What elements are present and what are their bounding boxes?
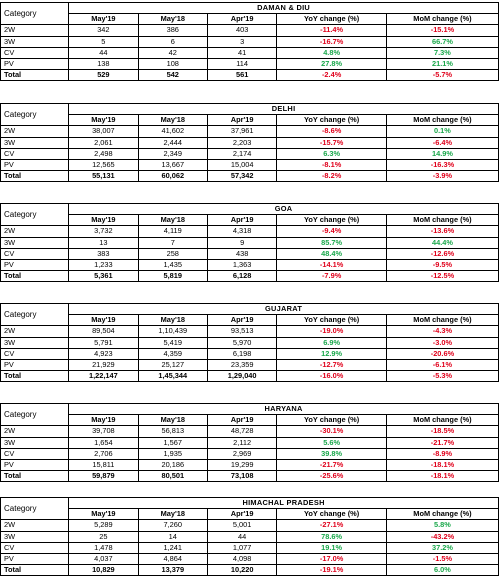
cell-mom: -4.3%: [386, 326, 498, 337]
table-row: [1, 25, 499, 36]
table-row: [1, 459, 499, 470]
cell-mom: 66.7%: [386, 36, 498, 47]
cell-yoy: -9.4%: [277, 226, 387, 237]
total-row: [1, 271, 499, 282]
category-label: CV: [1, 348, 69, 359]
cell-mom: -6.1%: [386, 359, 498, 370]
cell-apr19: 5,970: [207, 337, 276, 348]
cell-yoy: -11.4%: [277, 25, 387, 36]
state-table: [0, 2, 499, 81]
cell-may18: 13,379: [138, 565, 207, 576]
category-label: Total: [1, 371, 69, 382]
cell-yoy: 5.6%: [277, 437, 387, 448]
column-header-may19: May'19: [69, 509, 138, 520]
cell-may19: 12,565: [69, 159, 138, 170]
column-header-mom: MoM change (%): [386, 215, 498, 226]
cell-mom: -13.6%: [386, 226, 498, 237]
cell-may18: 4,359: [138, 348, 207, 359]
cell-mom: -20.6%: [386, 348, 498, 359]
column-header-row: [1, 315, 499, 326]
category-label: Total: [1, 471, 69, 482]
category-label: 2W: [1, 126, 69, 137]
column-header-yoy: YoY change (%): [277, 315, 387, 326]
category-header: Category: [1, 204, 69, 226]
cell-mom: 14.9%: [386, 148, 498, 159]
category-label: CV: [1, 47, 69, 58]
category-label: CV: [1, 448, 69, 459]
column-header-apr19: Apr'19: [207, 415, 276, 426]
column-header-may18: May'18: [138, 315, 207, 326]
column-header-apr19: Apr'19: [207, 115, 276, 126]
cell-may18: 1,435: [138, 259, 207, 270]
state-block: [0, 2, 500, 81]
cell-mom: 5.8%: [386, 520, 498, 531]
cell-may19: 10,829: [69, 565, 138, 576]
cell-may19: 59,879: [69, 471, 138, 482]
table-row: [1, 159, 499, 170]
column-header-mom: MoM change (%): [386, 315, 498, 326]
cell-may18: 2,444: [138, 137, 207, 148]
state-name: GUJARAT: [69, 304, 499, 315]
state-title-row: [1, 104, 499, 115]
state-table: [0, 403, 499, 482]
table-row: [1, 326, 499, 337]
cell-may18: 542: [138, 70, 207, 81]
column-header-yoy: YoY change (%): [277, 115, 387, 126]
cell-mom: 21.1%: [386, 58, 498, 69]
table-row: [1, 248, 499, 259]
category-header: Category: [1, 304, 69, 326]
cell-may19: 39,708: [69, 426, 138, 437]
cell-mom: 7.3%: [386, 47, 498, 58]
cell-may18: 20,186: [138, 459, 207, 470]
column-header-mom: MoM change (%): [386, 115, 498, 126]
column-header-may19: May'19: [69, 415, 138, 426]
column-header-mom: MoM change (%): [386, 14, 498, 25]
cell-mom: -12.6%: [386, 248, 498, 259]
cell-mom: 0.1%: [386, 126, 498, 137]
cell-may19: 529: [69, 70, 138, 81]
cell-apr19: 561: [207, 70, 276, 81]
table-row: [1, 531, 499, 542]
cell-yoy: 19.1%: [277, 542, 387, 553]
cell-apr19: 1,29,040: [207, 371, 276, 382]
total-row: [1, 371, 499, 382]
column-header-row: [1, 14, 499, 25]
table-row: [1, 36, 499, 47]
cell-apr19: 3: [207, 36, 276, 47]
cell-apr19: 41: [207, 47, 276, 58]
column-header-row: [1, 115, 499, 126]
cell-may19: 342: [69, 25, 138, 36]
cell-yoy: -27.1%: [277, 520, 387, 531]
cell-apr19: 6,198: [207, 348, 276, 359]
state-block: [0, 303, 500, 382]
cell-may18: 1,935: [138, 448, 207, 459]
state-name: GOA: [69, 204, 499, 215]
state-table: [0, 203, 499, 282]
cell-yoy: 78.6%: [277, 531, 387, 542]
total-row: [1, 471, 499, 482]
cell-mom: -9.5%: [386, 259, 498, 270]
cell-may19: 15,811: [69, 459, 138, 470]
category-label: PV: [1, 553, 69, 564]
column-header-row: [1, 509, 499, 520]
cell-mom: -16.3%: [386, 159, 498, 170]
column-header-row: [1, 415, 499, 426]
cell-apr19: 73,108: [207, 471, 276, 482]
cell-may18: 1,10,439: [138, 326, 207, 337]
cell-may19: 2,061: [69, 137, 138, 148]
cell-may19: 1,22,147: [69, 371, 138, 382]
cell-apr19: 2,203: [207, 137, 276, 148]
category-label: 2W: [1, 426, 69, 437]
cell-may19: 55,131: [69, 171, 138, 182]
column-header-yoy: YoY change (%): [277, 215, 387, 226]
cell-mom: -5.7%: [386, 70, 498, 81]
cell-yoy: -19.0%: [277, 326, 387, 337]
category-label: CV: [1, 148, 69, 159]
cell-yoy: -8.1%: [277, 159, 387, 170]
category-label: PV: [1, 58, 69, 69]
cell-mom: -3.0%: [386, 337, 498, 348]
column-header-may18: May'18: [138, 14, 207, 25]
column-header-may19: May'19: [69, 115, 138, 126]
cell-apr19: 4,098: [207, 553, 276, 564]
cell-apr19: 5,001: [207, 520, 276, 531]
cell-apr19: 2,174: [207, 148, 276, 159]
cell-apr19: 9: [207, 237, 276, 248]
total-row: [1, 70, 499, 81]
category-label: 2W: [1, 520, 69, 531]
table-row: [1, 126, 499, 137]
cell-apr19: 19,299: [207, 459, 276, 470]
cell-may19: 5,361: [69, 271, 138, 282]
cell-may19: 89,504: [69, 326, 138, 337]
cell-may18: 42: [138, 47, 207, 58]
column-header-may19: May'19: [69, 14, 138, 25]
cell-may18: 108: [138, 58, 207, 69]
column-header-yoy: YoY change (%): [277, 14, 387, 25]
cell-yoy: -8.2%: [277, 171, 387, 182]
cell-yoy: 39.8%: [277, 448, 387, 459]
category-label: 3W: [1, 437, 69, 448]
cell-may19: 1,478: [69, 542, 138, 553]
cell-mom: -18.1%: [386, 459, 498, 470]
table-row: [1, 542, 499, 553]
column-header-may19: May'19: [69, 315, 138, 326]
category-header: Category: [1, 104, 69, 126]
category-label: PV: [1, 459, 69, 470]
table-row: [1, 259, 499, 270]
cell-may19: 44: [69, 47, 138, 58]
cell-may19: 5: [69, 36, 138, 47]
cell-yoy: 85.7%: [277, 237, 387, 248]
cell-may19: 2,498: [69, 148, 138, 159]
cell-apr19: 2,969: [207, 448, 276, 459]
category-label: Total: [1, 565, 69, 576]
table-row: [1, 58, 499, 69]
column-header-may18: May'18: [138, 415, 207, 426]
cell-mom: -15.1%: [386, 25, 498, 36]
cell-may19: 4,037: [69, 553, 138, 564]
table-row: [1, 437, 499, 448]
cell-may18: 13,667: [138, 159, 207, 170]
cell-apr19: 1,363: [207, 259, 276, 270]
category-label: PV: [1, 159, 69, 170]
column-header-apr19: Apr'19: [207, 215, 276, 226]
cell-mom: -6.4%: [386, 137, 498, 148]
column-header-may19: May'19: [69, 215, 138, 226]
cell-may19: 13: [69, 237, 138, 248]
category-label: 2W: [1, 25, 69, 36]
cell-yoy: 12.9%: [277, 348, 387, 359]
state-title-row: [1, 404, 499, 415]
cell-may18: 6: [138, 36, 207, 47]
cell-may19: 25: [69, 531, 138, 542]
cell-may19: 5,791: [69, 337, 138, 348]
cell-may18: 5,419: [138, 337, 207, 348]
cell-may19: 1,654: [69, 437, 138, 448]
cell-may19: 383: [69, 248, 138, 259]
table-row: [1, 553, 499, 564]
cell-mom: -43.2%: [386, 531, 498, 542]
state-block: [0, 497, 500, 576]
category-label: 3W: [1, 337, 69, 348]
category-label: CV: [1, 248, 69, 259]
table-row: [1, 137, 499, 148]
cell-yoy: -7.9%: [277, 271, 387, 282]
column-header-may18: May'18: [138, 509, 207, 520]
cell-may19: 5,289: [69, 520, 138, 531]
cell-yoy: 48.4%: [277, 248, 387, 259]
cell-yoy: 6.9%: [277, 337, 387, 348]
cell-may18: 7,260: [138, 520, 207, 531]
cell-mom: -1.5%: [386, 553, 498, 564]
table-row: [1, 426, 499, 437]
cell-may18: 4,119: [138, 226, 207, 237]
total-row: [1, 565, 499, 576]
cell-may19: 4,923: [69, 348, 138, 359]
category-label: 3W: [1, 237, 69, 248]
cell-may18: 258: [138, 248, 207, 259]
cell-may18: 4,864: [138, 553, 207, 564]
state-table: [0, 103, 499, 182]
cell-yoy: 6.3%: [277, 148, 387, 159]
category-label: 2W: [1, 226, 69, 237]
cell-yoy: -21.7%: [277, 459, 387, 470]
column-header-yoy: YoY change (%): [277, 509, 387, 520]
cell-may18: 1,567: [138, 437, 207, 448]
cell-mom: -3.9%: [386, 171, 498, 182]
total-row: [1, 171, 499, 182]
state-name: DELHI: [69, 104, 499, 115]
cell-may19: 38,007: [69, 126, 138, 137]
cell-mom: -18.5%: [386, 426, 498, 437]
cell-apr19: 4,318: [207, 226, 276, 237]
cell-yoy: -12.7%: [277, 359, 387, 370]
table-row: [1, 47, 499, 58]
state-title-row: [1, 498, 499, 509]
cell-may18: 1,45,344: [138, 371, 207, 382]
cell-apr19: 1,077: [207, 542, 276, 553]
table-row: [1, 520, 499, 531]
cell-apr19: 438: [207, 248, 276, 259]
table-row: [1, 348, 499, 359]
cell-mom: 6.0%: [386, 565, 498, 576]
cell-may18: 56,813: [138, 426, 207, 437]
cell-apr19: 2,112: [207, 437, 276, 448]
category-label: 2W: [1, 326, 69, 337]
state-name: DAMAN & DIU: [69, 3, 499, 14]
cell-may19: 138: [69, 58, 138, 69]
cell-may19: 21,929: [69, 359, 138, 370]
state-title-row: [1, 304, 499, 315]
table-row: [1, 226, 499, 237]
cell-yoy: -25.6%: [277, 471, 387, 482]
category-header: Category: [1, 498, 69, 520]
cell-mom: -18.1%: [386, 471, 498, 482]
column-header-may18: May'18: [138, 215, 207, 226]
cell-may18: 14: [138, 531, 207, 542]
state-table: [0, 303, 499, 382]
category-label: Total: [1, 70, 69, 81]
category-label: PV: [1, 359, 69, 370]
cell-apr19: 15,004: [207, 159, 276, 170]
cell-apr19: 403: [207, 25, 276, 36]
column-header-apr19: Apr'19: [207, 14, 276, 25]
state-block: [0, 103, 500, 182]
cell-apr19: 44: [207, 531, 276, 542]
cell-may18: 2,349: [138, 148, 207, 159]
cell-yoy: -30.1%: [277, 426, 387, 437]
table-row: [1, 237, 499, 248]
cell-apr19: 37,961: [207, 126, 276, 137]
cell-may18: 7: [138, 237, 207, 248]
column-header-mom: MoM change (%): [386, 415, 498, 426]
cell-yoy: -2.4%: [277, 70, 387, 81]
column-header-apr19: Apr'19: [207, 315, 276, 326]
category-label: 3W: [1, 531, 69, 542]
table-row: [1, 148, 499, 159]
category-label: 3W: [1, 36, 69, 47]
state-title-row: [1, 204, 499, 215]
cell-apr19: 6,128: [207, 271, 276, 282]
table-row: [1, 359, 499, 370]
cell-yoy: -19.1%: [277, 565, 387, 576]
column-header-row: [1, 215, 499, 226]
cell-apr19: 10,220: [207, 565, 276, 576]
category-label: Total: [1, 271, 69, 282]
category-header: Category: [1, 3, 69, 25]
cell-may19: 2,706: [69, 448, 138, 459]
cell-may19: 1,233: [69, 259, 138, 270]
cell-mom: 44.4%: [386, 237, 498, 248]
cell-may18: 41,602: [138, 126, 207, 137]
category-header: Category: [1, 404, 69, 426]
category-label: CV: [1, 542, 69, 553]
cell-yoy: 4.8%: [277, 47, 387, 58]
cell-mom: -12.5%: [386, 271, 498, 282]
cell-may18: 25,127: [138, 359, 207, 370]
cell-may18: 60,062: [138, 171, 207, 182]
state-block: [0, 403, 500, 482]
cell-apr19: 23,359: [207, 359, 276, 370]
cell-yoy: -16.0%: [277, 371, 387, 382]
cell-apr19: 114: [207, 58, 276, 69]
cell-mom: -5.3%: [386, 371, 498, 382]
cell-yoy: -16.7%: [277, 36, 387, 47]
cell-may19: 3,732: [69, 226, 138, 237]
category-label: PV: [1, 259, 69, 270]
cell-apr19: 57,342: [207, 171, 276, 182]
cell-may18: 1,241: [138, 542, 207, 553]
state-block: [0, 203, 500, 282]
cell-yoy: -17.0%: [277, 553, 387, 564]
column-header-apr19: Apr'19: [207, 509, 276, 520]
cell-apr19: 93,513: [207, 326, 276, 337]
column-header-may18: May'18: [138, 115, 207, 126]
state-name: HARYANA: [69, 404, 499, 415]
cell-yoy: -15.7%: [277, 137, 387, 148]
table-row: [1, 337, 499, 348]
state-name: HIMACHAL PRADESH: [69, 498, 499, 509]
cell-mom: -21.7%: [386, 437, 498, 448]
cell-may18: 386: [138, 25, 207, 36]
cell-yoy: -14.1%: [277, 259, 387, 270]
category-label: 3W: [1, 137, 69, 148]
cell-yoy: -8.6%: [277, 126, 387, 137]
category-label: Total: [1, 171, 69, 182]
column-header-mom: MoM change (%): [386, 509, 498, 520]
cell-apr19: 48,728: [207, 426, 276, 437]
cell-may18: 5,819: [138, 271, 207, 282]
state-title-row: [1, 3, 499, 14]
cell-may18: 80,501: [138, 471, 207, 482]
state-table: [0, 497, 499, 576]
column-header-yoy: YoY change (%): [277, 415, 387, 426]
cell-mom: -8.9%: [386, 448, 498, 459]
cell-mom: 37.2%: [386, 542, 498, 553]
table-row: [1, 448, 499, 459]
cell-yoy: 27.8%: [277, 58, 387, 69]
